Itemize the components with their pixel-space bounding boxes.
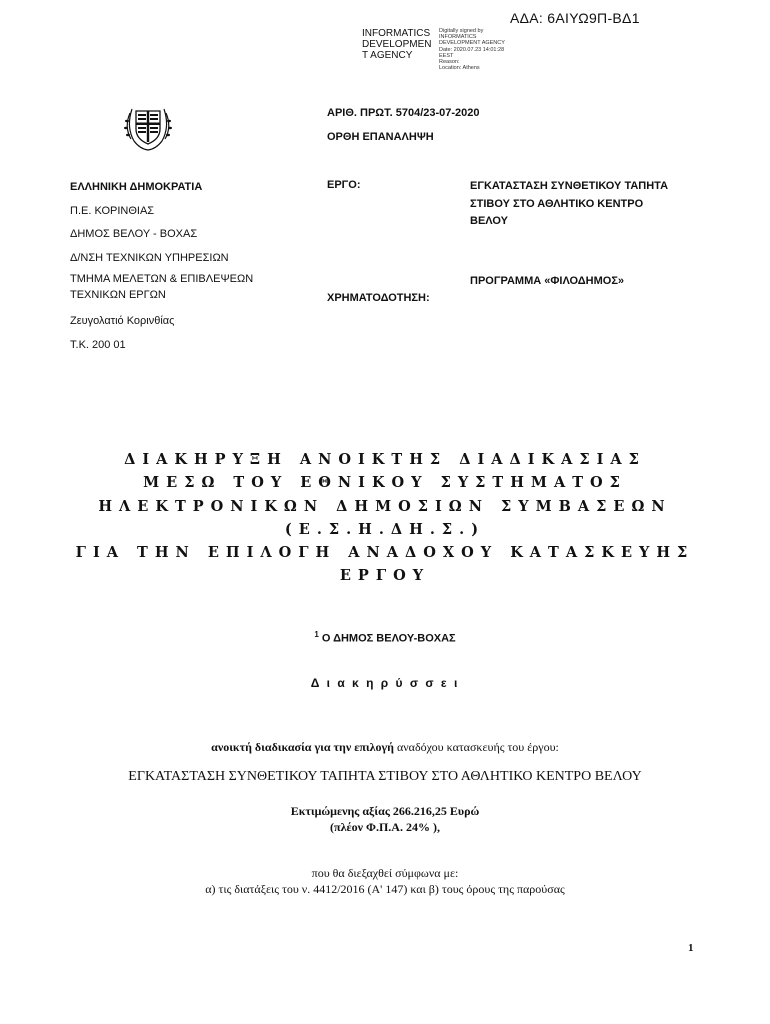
- footnote-mark: 1: [314, 630, 319, 639]
- signature-detail-line: DEVELOPMENT AGENCY: [439, 40, 505, 47]
- procedure-rest: αναδόχου κατασκευής του έργου:: [393, 740, 559, 754]
- department-line: ΤΕΧΝΙΚΩΝ ΕΡΓΩΝ: [70, 289, 166, 301]
- project-value-line: ΣΤΙΒΟΥ ΣΤΟ ΑΘΛΗΤΙΚΟ ΚΕΝΤΡΟ: [470, 197, 644, 210]
- signature-detail-line: EEST: [439, 52, 454, 59]
- signature-details: [439, 28, 519, 71]
- estimated-value-line: Εκτιμώμενης αξίας 266.216,25 Ευρώ: [290, 804, 480, 818]
- project-value-line: ΕΓΚΑΤΑΣΤΑΣΗ ΣΥΝΘΕΤΙΚΟΥ ΤΑΠΗΤΑ: [470, 180, 669, 192]
- regional-unit: Π.Ε. ΚΟΡΙΝΘΙΑΣ: [70, 204, 155, 217]
- legal-basis: [0, 865, 770, 897]
- announces-heading: Δ ι α κ η ρ ύ σ σ ε ι: [310, 676, 460, 690]
- procedure-bold: ανοικτή διαδικασία για την επιλογή: [211, 740, 394, 754]
- department-line: ΤΜΗΜΑ ΜΕΛΕΤΩΝ & ΕΠΙΒΛΕΨΕΩΝ: [70, 273, 254, 285]
- protocol-note: ΟΡΘΗ ΕΠΑΝΑΛΗΨΗ: [327, 131, 434, 143]
- funding-label: ΧΡΗΜΑΤΟΔΟΤΗΣΗ:: [327, 292, 430, 304]
- funding-value: ΠΡΟΓΡΑΜΜΑ «ΦΙΛΟΔΗΜΟΣ»: [470, 275, 625, 287]
- title-line: ΕΡΓΟΥ: [339, 567, 431, 585]
- signer-line: DEVELOPMEN: [362, 39, 432, 50]
- page-number: 1: [688, 942, 694, 954]
- country-name: ΕΛΛΗΝΙΚΗ ΔΗΜΟΚΡΑΤΙΑ: [70, 181, 203, 193]
- project-value-line: ΒΕΛΟΥ: [470, 215, 508, 227]
- directorate-name: Δ/ΝΣΗ ΤΕΧΝΙΚΩΝ ΥΠΗΡΕΣΙΩΝ: [70, 251, 229, 264]
- ada-code: ΑΔΑ: 6ΑΙΥΩ9Π-ΒΔ1: [510, 10, 640, 26]
- signature-detail-line: Location: Athens: [439, 65, 480, 72]
- project-label: ΕΡΓΟ:: [327, 179, 361, 191]
- department-name: [70, 270, 253, 310]
- conducted-line: που θα διεξαχθεί σύμφωνα με:: [311, 866, 459, 880]
- title-line: ΔΙΑΚΗΡΥΞΗ ΑΝΟΙΚΤΗΣ ΔΙΑΔΙΚΑΣΙΑΣ: [124, 451, 646, 468]
- signature-signer: [362, 28, 438, 61]
- title-line: ΗΛΕΚΤΡΟΝΙΚΩΝ ΔΗΜΟΣΙΩΝ ΣΥΜΒΑΣΕΩΝ: [98, 497, 672, 515]
- issuer-name: Ο ΔΗΜΟΣ ΒΕΛΟΥ-ΒΟΧΑΣ: [321, 632, 456, 645]
- project-title: ΕΓΚΑΤΑΣΤΑΣΗ ΣΥΝΘΕΤΙΚΟΥ ΤΑΠΗΤΑ ΣΤΙΒΟΥ ΣΤΟ ΑΘΛΗΤΙΚΟ ΚΕΝΤΡΟ ΒΕΛΟΥ: [128, 769, 642, 784]
- signature-detail-line: INFORMATICS: [439, 34, 477, 41]
- greek-coat-of-arms-icon: [122, 101, 174, 153]
- project-value: [470, 178, 668, 231]
- estimated-value: [0, 803, 770, 835]
- protocol-number: ΑΡΙΘ. ΠΡΩΤ. 5704/23-07-2020: [327, 107, 480, 119]
- procedure-line: [0, 740, 770, 755]
- title-line: ΓΙΑ ΤΗΝ ΕΠΙΛΟΓΗ ΑΝΑΔΟΧΟΥ ΚΑΤΑΣΚΕΥΗΣ: [75, 544, 695, 562]
- document-title: [0, 448, 770, 588]
- protocol-block: [327, 101, 480, 149]
- signature-detail-line: Reason:: [439, 59, 460, 66]
- title-line: (Ε.Σ.Η.ΔΗ.Σ.): [284, 520, 486, 538]
- signer-line: T AGENCY: [362, 50, 413, 61]
- provisions-line: α) τις διατάξεις του ν. 4412/2016 (Α' 147) και β) τους όρους της παρούσας: [205, 882, 565, 896]
- postal-code: Τ.Κ. 200 01: [70, 338, 126, 351]
- issuer-line: [0, 630, 770, 645]
- signer-line: INFORMATICS: [362, 28, 431, 39]
- signature-detail-line: Date: 2020.07.23 14:01:28: [439, 46, 505, 53]
- address: Ζευγολατιό Κορινθίας: [70, 315, 175, 327]
- vat-line: (πλέον Φ.Π.Α. 24% ),: [330, 820, 440, 834]
- title-line: ΜΕΣΩ ΤΟΥ ΕΘΝΙΚΟΥ ΣΥΣΤΗΜΑΤΟΣ: [143, 474, 627, 492]
- municipality-name: ΔΗΜΟΣ ΒΕΛΟΥ - ΒΟΧΑΣ: [70, 228, 198, 240]
- authority-block: [70, 176, 253, 357]
- signature-detail-line: Digitally signed by: [439, 28, 484, 34]
